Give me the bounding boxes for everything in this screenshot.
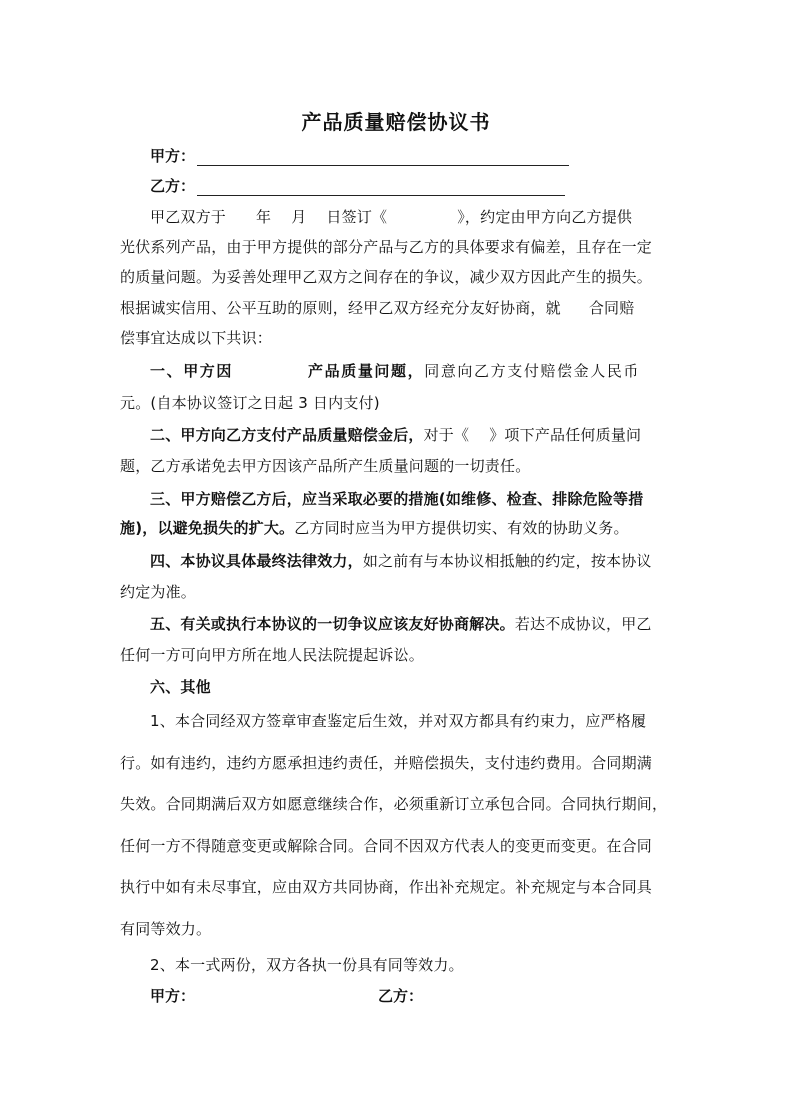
intro-date-prefix: 甲乙双方于 <box>150 208 227 226</box>
clause-5-text: 若达不成协议，甲乙 <box>514 615 652 633</box>
clause-6-heading: 六、其他 <box>150 678 211 696</box>
clause-2-heading: 二、甲方向乙方支付产品质量赔偿金后， <box>150 426 424 444</box>
clause-6-item-1-line-3: 失效。合同期满后双方如愿意继续合作，必须重新订立承包合同。合同执行期间， <box>120 795 668 813</box>
clause-1-line-1 <box>150 361 640 381</box>
clause-5-line-1 <box>150 614 652 634</box>
intro-line-5: 偿事宜达成以下共识： <box>120 329 273 347</box>
clause-1-heading-a: 一、甲方因 <box>150 362 234 380</box>
signature-party-b: 乙方： <box>378 987 424 1005</box>
clause-5-heading: 五、有关或执行本协议的一切争议应该友好协商解决。 <box>150 615 515 633</box>
clause-4-line-1 <box>150 551 652 571</box>
party-a-label: 甲方： <box>150 147 196 165</box>
clause-4-text: 如之前有与本协议相抵触的约定，按本协议 <box>362 552 652 570</box>
clause-2-line-1 <box>150 425 641 445</box>
clause-2-line-2: 题，乙方承诺免去甲方因该产品所产生质量问题的一切责任。 <box>120 457 531 475</box>
intro-line-4 <box>120 298 634 318</box>
clause-6-item-2: 2、本一式两份，双方各执一份具有同等效力。 <box>150 956 464 974</box>
clause-2-text-b: 》项下产品任何质量问 <box>489 426 642 444</box>
intro-line-3: 的质量问题。为妥善处理甲乙双方之间存在的争议，减少双方因此产生的损失。 <box>120 268 653 286</box>
party-b-line <box>150 176 565 196</box>
intro-line-4-tail: 合同赔 <box>588 299 635 317</box>
party-a-blank <box>197 151 569 166</box>
party-a-line <box>150 146 569 166</box>
clause-3-line-1: 三、甲方赔偿乙方后，应当采取必要的措施(如维修、检查、排除危险等措 <box>150 490 644 508</box>
clause-2-text-a: 对于《 <box>423 426 470 444</box>
clause-3-line-2 <box>120 518 629 538</box>
intro-day-signed: 日签订《 <box>326 208 388 226</box>
intro-year: 年 <box>256 208 272 226</box>
intro-line-1 <box>150 207 632 227</box>
party-b-blank <box>197 181 565 196</box>
clause-1-heading-b: 产品质量问题， <box>308 362 425 380</box>
intro-month: 月 <box>291 208 307 226</box>
clause-6-item-1-line-4: 任何一方不得随意变更或解除合同。合同不因双方代表人的变更而变更。在合同 <box>120 837 653 855</box>
clause-5-line-2: 任何一方可向甲方所在地人民法院提起诉讼。 <box>120 646 425 664</box>
intro-line-4-text: 根据诚实信用、公平互助的原则，经甲乙双方经充分友好协商，就 <box>120 299 561 317</box>
clause-1-line-2: 元。(自本协议签订之日起 3 日内支付) <box>120 394 380 412</box>
clause-4-line-2: 约定为准。 <box>120 583 197 601</box>
clause-1-text: 同意向乙方支付赔偿金人民币 <box>424 362 641 380</box>
clause-6-item-1-line-1: 1、本合同经双方签章审查鉴定后生效，并对双方都具有约束力，应严格履 <box>150 712 647 730</box>
party-b-label: 乙方： <box>150 177 196 195</box>
clause-6-item-1-line-2: 行。如有违约，违约方愿承担违约责任，并赔偿损失，支付违约费用。合同期满 <box>120 754 653 772</box>
clause-4-heading: 四、本协议具体最终法律效力， <box>150 552 363 570</box>
intro-contract-suffix: 》，约定由甲方向乙方提供 <box>457 208 633 226</box>
intro-line-2: 光伏系列产品，由于甲方提供的部分产品与乙方的具体要求有偏差，且存在一定 <box>120 238 653 256</box>
clause-3-text: 乙方同时应当为甲方提供切实、有效的协助义务。 <box>294 519 629 537</box>
signature-party-a: 甲方： <box>150 987 196 1005</box>
clause-6-item-1-line-5: 执行中如有未尽事宜，应由双方共同协商，作出补充规定。补充规定与本合同具 <box>120 878 653 896</box>
clause-3-heading-tail: 施)，以避免损失的扩大。 <box>120 519 295 537</box>
document-title: 产品质量赔偿协议书 <box>301 110 491 134</box>
clause-6-item-1-line-6: 有同等效力。 <box>120 920 212 938</box>
